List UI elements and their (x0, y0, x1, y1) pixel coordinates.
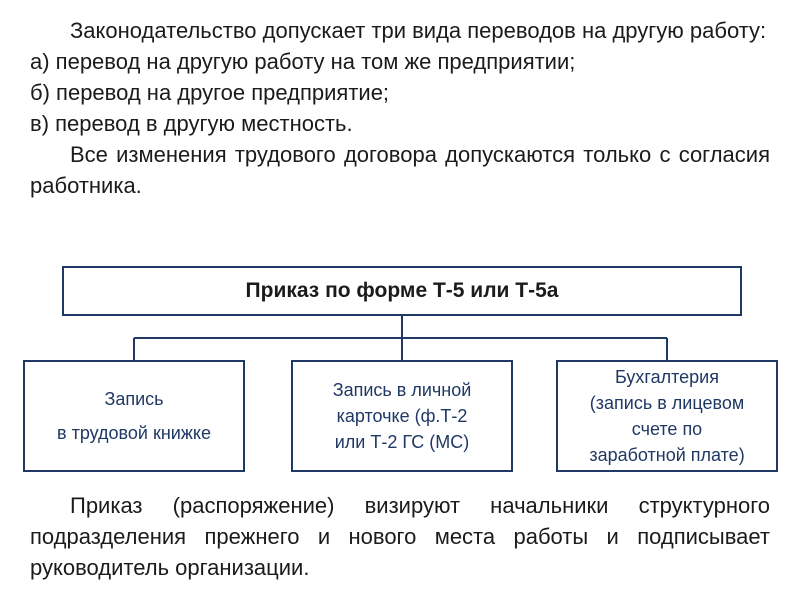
personal-card-line1: Запись в личной (332, 380, 472, 400)
personal-card-line2: карточке (ф.Т-2 (336, 406, 468, 426)
personal-card-box (291, 360, 513, 472)
intro-paragraph: Законодательство допускает три вида переводов на другую работу: (70, 18, 767, 43)
accounting-box (556, 360, 778, 472)
accounting-line1: Бухгалтерия (615, 367, 719, 387)
item-b: б) перевод на другое предприятие; (30, 80, 390, 105)
order-box (62, 266, 742, 316)
intro-text (30, 15, 770, 201)
accounting-line4: заработной плате) (589, 445, 745, 465)
footer-paragraph: Приказ (распоряжение) визируют начальники структурного подразделения прежнего и нового места работы и подписывает руководитель организации. (30, 493, 770, 580)
accounting-line3: счете по (631, 419, 703, 439)
work-book-line2: в трудовой книжке (57, 423, 211, 443)
work-book-line1: Запись (104, 389, 164, 409)
personal-card-line3: или Т-2 ГС (МС) (334, 432, 470, 452)
item-c: в) перевод в другую местность. (30, 111, 353, 136)
consent-note: Все изменения трудового договора допускаются только с согласия работника. (30, 142, 770, 198)
item-a: а) перевод на другую работу на том же предприятии; (30, 49, 576, 74)
work-book-box (23, 360, 245, 472)
footer-text (30, 490, 770, 583)
order-title: Приказ по форме Т-5 или Т-5а (245, 279, 559, 302)
accounting-line2: (запись в лицевом (589, 393, 745, 413)
